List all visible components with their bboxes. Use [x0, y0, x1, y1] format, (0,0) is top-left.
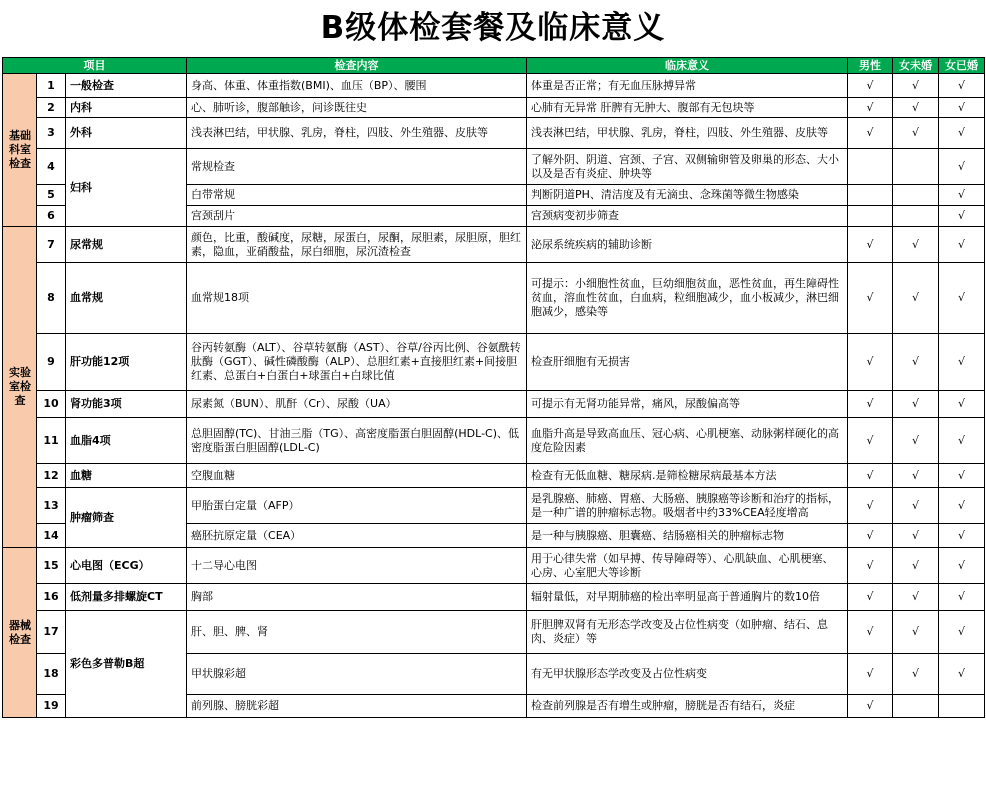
male-check: √ [848, 654, 893, 695]
clinical-meaning: 体重是否正常；有无血压脉搏异常 [527, 74, 848, 98]
header-content: 检查内容 [187, 58, 527, 74]
exam-content: 十二导心电图 [187, 548, 527, 584]
female-married-check: √ [939, 206, 985, 227]
exam-content: 总胆固醇(TC)、甘油三脂（TG）、高密度脂蛋白胆固醇(HDL-C)、低密度脂蛋白胆固醇(LDL-C) [187, 418, 527, 464]
female-unmarried-check: √ [893, 584, 939, 611]
exam-content: 心、肺听诊，腹部触诊，问诊既往史 [187, 98, 527, 118]
header-item: 项目 [3, 58, 187, 74]
female-unmarried-check: √ [893, 118, 939, 149]
exam-content: 前列腺、膀胱彩超 [187, 695, 527, 718]
female-unmarried-check [893, 695, 939, 718]
row-number: 1 [37, 74, 66, 98]
male-check: √ [848, 418, 893, 464]
table-row [3, 548, 985, 584]
table-row [3, 464, 985, 488]
female-married-check: √ [939, 654, 985, 695]
item-name: 血脂4项 [66, 418, 187, 464]
table-row [3, 391, 985, 418]
clinical-meaning: 泌尿系统疾病的辅助诊断 [527, 227, 848, 263]
male-check: √ [848, 98, 893, 118]
row-number: 9 [37, 334, 66, 391]
female-married-check: √ [939, 548, 985, 584]
exam-content: 肝、胆、脾、肾 [187, 611, 527, 654]
female-unmarried-check: √ [893, 524, 939, 548]
exam-content: 癌胚抗原定量（CEA） [187, 524, 527, 548]
female-unmarried-check: √ [893, 418, 939, 464]
row-number: 19 [37, 695, 66, 718]
row-number: 13 [37, 488, 66, 524]
female-married-check: √ [939, 263, 985, 334]
item-name: 血常规 [66, 263, 187, 334]
female-married-check: √ [939, 185, 985, 206]
male-check: √ [848, 695, 893, 718]
category-cell [3, 548, 37, 718]
clinical-meaning: 检查肝细胞有无损害 [527, 334, 848, 391]
item-name: 妇科 [66, 149, 187, 227]
exam-content: 空腹血糖 [187, 464, 527, 488]
female-unmarried-check [893, 149, 939, 185]
row-number: 15 [37, 548, 66, 584]
female-married-check: √ [939, 391, 985, 418]
exam-content: 浅表淋巴结，甲状腺、乳房，脊柱，四肢、外生殖器、皮肤等 [187, 118, 527, 149]
item-name: 肾功能3项 [66, 391, 187, 418]
clinical-meaning: 是乳腺癌、肺癌、胃癌、大肠癌、胰腺癌等诊断和治疗的指标，是一种广谱的肿瘤标志物。吸烟者中约33%CEA轻度增高 [527, 488, 848, 524]
exam-content: 谷丙转氨酶（ALT）、谷草转氨酶（AST）、谷草/谷丙比例、谷氨酰转肽酶（GGT）、碱性磷酸酶（ALP）、总胆红素+直接胆红素+间接胆红素、总蛋白+白蛋白+球蛋白+白球比值 [187, 334, 527, 391]
category-cell [3, 74, 37, 227]
clinical-meaning: 是一种与胰腺癌、胆囊癌、结肠癌相关的肿瘤标志物 [527, 524, 848, 548]
male-check: √ [848, 464, 893, 488]
table-row [3, 118, 985, 149]
clinical-meaning: 宫颈病变初步筛查 [527, 206, 848, 227]
item-name: 外科 [66, 118, 187, 149]
header-row [3, 58, 985, 74]
exam-content: 甲胎蛋白定量（AFP） [187, 488, 527, 524]
male-check: √ [848, 548, 893, 584]
row-number: 18 [37, 654, 66, 695]
table-row [3, 418, 985, 464]
female-unmarried-check: √ [893, 334, 939, 391]
female-unmarried-check: √ [893, 548, 939, 584]
female-unmarried-check: √ [893, 464, 939, 488]
table-row [3, 488, 985, 524]
male-check [848, 206, 893, 227]
row-number: 7 [37, 227, 66, 263]
male-check: √ [848, 524, 893, 548]
row-number: 11 [37, 418, 66, 464]
clinical-meaning: 判断阴道PH、清洁度及有无滴虫、念珠菌等微生物感染 [527, 185, 848, 206]
table-row [3, 263, 985, 334]
page-title: B级体检套餐及临床意义 [320, 10, 666, 46]
male-check [848, 149, 893, 185]
female-married-check: √ [939, 98, 985, 118]
table-row [3, 74, 985, 98]
female-married-check: √ [939, 418, 985, 464]
male-check: √ [848, 611, 893, 654]
male-check: √ [848, 584, 893, 611]
table-row [3, 611, 985, 654]
category-cell [3, 227, 37, 548]
male-check: √ [848, 334, 893, 391]
female-unmarried-check [893, 185, 939, 206]
exam-content: 颜色，比重，酸碱度，尿糖，尿蛋白，尿酮，尿胆素，尿胆原，胆红素，隐血，亚硝酸盐，尿白细胞，尿沉渣检查 [187, 227, 527, 263]
row-number: 4 [37, 149, 66, 185]
clinical-meaning: 辐射量低，对早期肺癌的检出率明显高于普通胸片的数10倍 [527, 584, 848, 611]
female-unmarried-check: √ [893, 391, 939, 418]
clinical-meaning: 了解外阴、阴道、宫颈、子宫、双侧输卵管及卵巢的形态、大小以及是否有炎症、肿块等 [527, 149, 848, 185]
clinical-meaning: 血脂升高是导致高血压、冠心病、心肌梗塞、动脉粥样硬化的高度危险因素 [527, 418, 848, 464]
row-number: 17 [37, 611, 66, 654]
clinical-meaning: 检查前列腺是否有增生或肿瘤，膀胱是否有结石，炎症 [527, 695, 848, 718]
header-female-married: 女已婚 [939, 58, 985, 74]
category-label: 器械检查 [9, 618, 31, 646]
female-unmarried-check: √ [893, 488, 939, 524]
female-married-check: √ [939, 118, 985, 149]
exam-content: 常规检查 [187, 149, 527, 185]
exam-content: 身高、体重、体重指数(BMI)、血压（BP）、腰围 [187, 74, 527, 98]
item-name: 血糖 [66, 464, 187, 488]
row-number: 14 [37, 524, 66, 548]
exam-content: 白带常规 [187, 185, 527, 206]
female-unmarried-check: √ [893, 654, 939, 695]
row-number: 5 [37, 185, 66, 206]
female-unmarried-check [893, 206, 939, 227]
female-unmarried-check: √ [893, 611, 939, 654]
clinical-meaning: 有无甲状腺形态学改变及占位性病变 [527, 654, 848, 695]
male-check: √ [848, 227, 893, 263]
female-unmarried-check: √ [893, 98, 939, 118]
clinical-meaning: 用于心律失常（如早搏、传导障碍等）、心肌缺血、心肌梗塞、心房、心室肥大等诊断 [527, 548, 848, 584]
exam-content: 血常规18项 [187, 263, 527, 334]
item-name: 尿常规 [66, 227, 187, 263]
table-row [3, 227, 985, 263]
table-row [3, 98, 985, 118]
clinical-meaning: 浅表淋巴结，甲状腺、乳房，脊柱，四肢、外生殖器、皮肤等 [527, 118, 848, 149]
male-check: √ [848, 118, 893, 149]
male-check [848, 185, 893, 206]
row-number: 6 [37, 206, 66, 227]
female-married-check: √ [939, 149, 985, 185]
row-number: 10 [37, 391, 66, 418]
female-married-check [939, 695, 985, 718]
female-unmarried-check: √ [893, 227, 939, 263]
category-label: 基础科室检查 [9, 129, 31, 170]
female-married-check: √ [939, 464, 985, 488]
clinical-meaning: 心肺有无异常 肝脾有无肿大、腹部有无包块等 [527, 98, 848, 118]
male-check: √ [848, 488, 893, 524]
item-name: 低剂量多排螺旋CT [66, 584, 187, 611]
header-female-unmarried: 女未婚 [893, 58, 939, 74]
female-married-check: √ [939, 74, 985, 98]
female-unmarried-check: √ [893, 74, 939, 98]
header-meaning: 临床意义 [527, 58, 848, 74]
category-label: 实验室检查 [9, 366, 31, 407]
male-check: √ [848, 391, 893, 418]
male-check: √ [848, 263, 893, 334]
row-number: 2 [37, 98, 66, 118]
row-number: 12 [37, 464, 66, 488]
clinical-meaning: 肝胆脾双肾有无形态学改变及占位性病变（如肿瘤、结石、息肉、炎症）等 [527, 611, 848, 654]
clinical-meaning: 可提示有无肾功能异常，痛风，尿酸偏高等 [527, 391, 848, 418]
row-number: 8 [37, 263, 66, 334]
female-married-check: √ [939, 524, 985, 548]
item-name: 肝功能12项 [66, 334, 187, 391]
item-name: 肿瘤筛查 [66, 488, 187, 548]
table-row [3, 584, 985, 611]
clinical-meaning: 可提示：小细胞性贫血，巨幼细胞贫血，恶性贫血，再生障碍性贫血，溶血性贫血，白血病，粒细胞减少，血小板减少，淋巴细胞减少，感染等 [527, 263, 848, 334]
table-row [3, 334, 985, 391]
exam-content: 胸部 [187, 584, 527, 611]
exam-content: 尿素氮（BUN）、肌酐（Cr）、尿酸（UA） [187, 391, 527, 418]
female-married-check: √ [939, 611, 985, 654]
item-name: 一般检查 [66, 74, 187, 98]
exam-content: 甲状腺彩超 [187, 654, 527, 695]
female-married-check: √ [939, 227, 985, 263]
male-check: √ [848, 74, 893, 98]
female-unmarried-check: √ [893, 263, 939, 334]
item-name: 彩色多普勒B超 [66, 611, 187, 718]
header-male: 男性 [848, 58, 893, 74]
table-row [3, 149, 985, 185]
female-married-check: √ [939, 488, 985, 524]
item-name: 内科 [66, 98, 187, 118]
item-name: 心电图（ECG） [66, 548, 187, 584]
row-number: 3 [37, 118, 66, 149]
exam-table [2, 57, 985, 718]
row-number: 16 [37, 584, 66, 611]
female-married-check: √ [939, 334, 985, 391]
clinical-meaning: 检查有无低血糖、糖尿病.是筛检糖尿病最基本方法 [527, 464, 848, 488]
exam-content: 宫颈刮片 [187, 206, 527, 227]
female-married-check: √ [939, 584, 985, 611]
